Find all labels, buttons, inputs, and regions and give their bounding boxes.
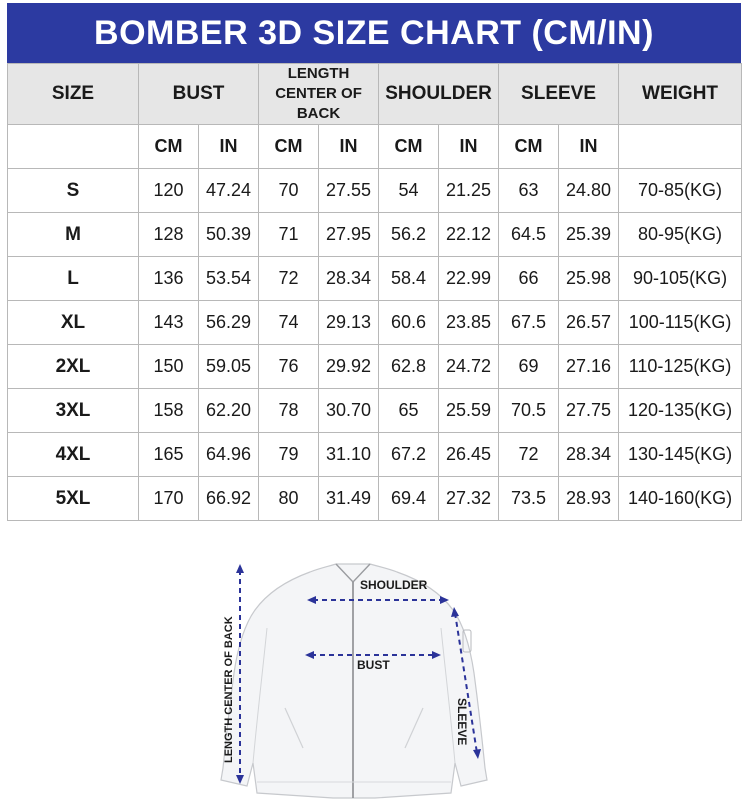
measure-cell: 25.98 [559,257,619,301]
weight-cell: 140-160(KG) [619,477,742,521]
header-length-line2: CENTER OF BACK [275,85,362,122]
table-row [8,389,742,433]
unit-cell: IN [439,125,499,169]
measure-cell: 53.54 [199,257,259,301]
shoulder-label: SHOULDER [360,578,428,592]
unit-cell: IN [559,125,619,169]
measure-cell: 72 [259,257,319,301]
size-cell: 5XL [8,477,139,521]
measure-cell: 27.55 [319,169,379,213]
measure-cell: 27.32 [439,477,499,521]
size-table [7,63,742,521]
unit-cell: CM [499,125,559,169]
measure-cell: 26.57 [559,301,619,345]
unit-cell: IN [199,125,259,169]
table-row [8,213,742,257]
measure-cell: 31.49 [319,477,379,521]
table-row [8,301,742,345]
weight-cell: 90-105(KG) [619,257,742,301]
units-row [8,125,742,169]
length-label: LENGTH CENTER OF BACK [223,616,235,763]
measure-cell: 28.93 [559,477,619,521]
size-cell: 2XL [8,345,139,389]
sleeve-label: SLEEVE [455,698,469,746]
measure-cell: 56.2 [379,213,439,257]
jacket-diagram [215,558,505,800]
header-bust: BUST [139,64,259,125]
bust-label: BUST [357,658,390,672]
measure-cell: 54 [379,169,439,213]
measure-cell: 136 [139,257,199,301]
measure-cell: 23.85 [439,301,499,345]
measure-cell: 22.99 [439,257,499,301]
measure-cell: 58.4 [379,257,439,301]
table-row [8,433,742,477]
measure-cell: 29.92 [319,345,379,389]
measure-cell: 28.34 [319,257,379,301]
measure-cell: 66.92 [199,477,259,521]
table-row [8,345,742,389]
size-cell: M [8,213,139,257]
measure-cell: 70 [259,169,319,213]
measure-cell: 66 [499,257,559,301]
measure-cell: 64.5 [499,213,559,257]
weight-cell: 100-115(KG) [619,301,742,345]
measure-cell: 74 [259,301,319,345]
measure-cell: 47.24 [199,169,259,213]
size-cell: L [8,257,139,301]
measure-cell: 128 [139,213,199,257]
measure-cell: 73.5 [499,477,559,521]
measure-cell: 158 [139,389,199,433]
chart-banner [7,3,741,63]
measure-cell: 170 [139,477,199,521]
table-header-row [8,64,742,125]
unit-cell: CM [259,125,319,169]
measure-cell: 59.05 [199,345,259,389]
weight-cell: 130-145(KG) [619,433,742,477]
measure-cell: 143 [139,301,199,345]
measure-cell: 69.4 [379,477,439,521]
measure-cell: 50.39 [199,213,259,257]
measure-cell: 71 [259,213,319,257]
measure-cell: 21.25 [439,169,499,213]
weight-cell: 70-85(KG) [619,169,742,213]
measure-cell: 120 [139,169,199,213]
size-cell: 3XL [8,389,139,433]
measure-cell: 60.6 [379,301,439,345]
measure-cell: 56.29 [199,301,259,345]
unit-cell: IN [319,125,379,169]
header-shoulder: SHOULDER [379,64,499,125]
size-cell: S [8,169,139,213]
measure-cell: 165 [139,433,199,477]
table-row [8,477,742,521]
measure-cell: 30.70 [319,389,379,433]
header-size: SIZE [8,64,139,125]
measure-cell: 70.5 [499,389,559,433]
size-cell: 4XL [8,433,139,477]
measure-cell: 63 [499,169,559,213]
unit-cell: CM [139,125,199,169]
table-row [8,169,742,213]
jacket-illustration [215,558,505,800]
unit-cell: CM [379,125,439,169]
measure-cell: 31.10 [319,433,379,477]
measure-cell: 62.20 [199,389,259,433]
weight-cell: 110-125(KG) [619,345,742,389]
header-weight: WEIGHT [619,64,742,125]
weight-cell: 120-135(KG) [619,389,742,433]
measure-cell: 22.12 [439,213,499,257]
measure-cell: 27.16 [559,345,619,389]
weight-cell: 80-95(KG) [619,213,742,257]
measure-cell: 64.96 [199,433,259,477]
measure-cell: 78 [259,389,319,433]
measure-cell: 25.59 [439,389,499,433]
header-length-line1: LENGTH [287,65,350,82]
measure-cell: 25.39 [559,213,619,257]
measure-cell: 24.80 [559,169,619,213]
header-sleeve: SLEEVE [499,64,619,125]
measure-cell: 72 [499,433,559,477]
measure-cell: 76 [259,345,319,389]
measure-cell: 24.72 [439,345,499,389]
measure-cell: 67.5 [499,301,559,345]
measure-cell: 27.95 [319,213,379,257]
measure-cell: 80 [259,477,319,521]
units-blank [8,125,139,169]
chart-title: BOMBER 3D SIZE CHART (CM/IN) [94,13,654,52]
table-row [8,257,742,301]
measure-cell: 28.34 [559,433,619,477]
measure-cell: 67.2 [379,433,439,477]
measure-cell: 65 [379,389,439,433]
units-blank [619,125,742,169]
measure-cell: 69 [499,345,559,389]
measure-cell: 29.13 [319,301,379,345]
size-cell: XL [8,301,139,345]
measure-cell: 27.75 [559,389,619,433]
measure-cell: 150 [139,345,199,389]
measure-cell: 62.8 [379,345,439,389]
measure-cell: 79 [259,433,319,477]
measure-cell: 26.45 [439,433,499,477]
header-length [259,64,379,125]
